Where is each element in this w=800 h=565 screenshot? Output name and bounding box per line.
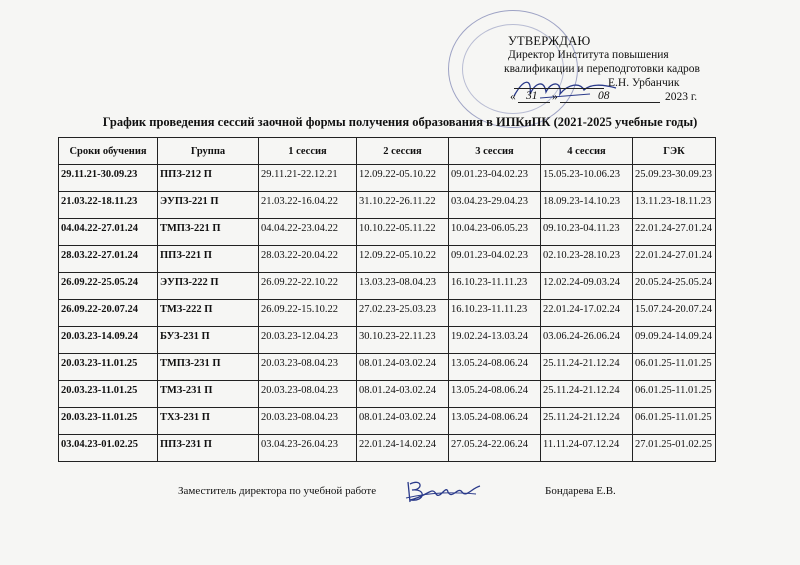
cell-session-3: 03.04.23-29.04.23 — [449, 192, 541, 219]
cell-gek: 22.01.24-27.01.24 — [633, 246, 716, 273]
cell-session-2: 08.01.24-03.02.24 — [357, 408, 449, 435]
cell-session-4: 25.11.24-21.12.24 — [541, 354, 633, 381]
cell-group: ППЗ-212 П — [158, 165, 259, 192]
table-row — [59, 165, 716, 192]
cell-study-period: 26.09.22-25.05.24 — [59, 273, 158, 300]
cell-gek: 27.01.25-01.02.25 — [633, 435, 716, 462]
cell-study-period: 20.03.23-14.09.24 — [59, 327, 158, 354]
table-row — [59, 435, 716, 462]
cell-group: ЭУПЗ-222 П — [158, 273, 259, 300]
cell-gek: 15.07.24-20.07.24 — [633, 300, 716, 327]
cell-session-1: 29.11.21-22.12.21 — [259, 165, 357, 192]
cell-group: ППЗ-221 П — [158, 246, 259, 273]
cell-session-2: 30.10.23-22.11.23 — [357, 327, 449, 354]
cell-session-2: 12.09.22-05.10.22 — [357, 165, 449, 192]
cell-session-1: 20.03.23-08.04.23 — [259, 408, 357, 435]
date-close-quote: » — [552, 91, 558, 103]
cell-study-period: 20.03.23-11.01.25 — [59, 354, 158, 381]
cell-session-2: 13.03.23-08.04.23 — [357, 273, 449, 300]
cell-session-4: 03.06.24-26.06.24 — [541, 327, 633, 354]
cell-study-period: 29.11.21-30.09.23 — [59, 165, 158, 192]
cell-session-1: 28.03.22-20.04.22 — [259, 246, 357, 273]
cell-gek: 20.05.24-25.05.24 — [633, 273, 716, 300]
cell-session-3: 09.01.23-04.02.23 — [449, 246, 541, 273]
approval-position-line2: квалификации и переподготовки кадров — [504, 63, 700, 75]
date-open-quote: « — [510, 91, 516, 103]
cell-session-3: 16.10.23-11.11.23 — [449, 273, 541, 300]
table-row — [59, 192, 716, 219]
header-session-2: 2 сессия — [357, 138, 449, 165]
cell-group: ТХЗ-231 П — [158, 408, 259, 435]
cell-gek: 25.09.23-30.09.23 — [633, 165, 716, 192]
approval-title: УТВЕРЖДАЮ — [508, 34, 591, 48]
cell-session-3: 13.05.24-08.06.24 — [449, 354, 541, 381]
cell-session-3: 10.04.23-06.05.23 — [449, 219, 541, 246]
table-row — [59, 408, 716, 435]
cell-session-1: 20.03.23-08.04.23 — [259, 381, 357, 408]
cell-gek: 09.09.24-14.09.24 — [633, 327, 716, 354]
cell-study-period: 28.03.22-27.01.24 — [59, 246, 158, 273]
cell-session-2: 12.09.22-05.10.22 — [357, 246, 449, 273]
cell-gek: 06.01.25-11.01.25 — [633, 381, 716, 408]
cell-session-4: 22.01.24-17.02.24 — [541, 300, 633, 327]
cell-session-3: 27.05.24-22.06.24 — [449, 435, 541, 462]
cell-study-period: 26.09.22-20.07.24 — [59, 300, 158, 327]
cell-gek: 13.11.23-18.11.23 — [633, 192, 716, 219]
cell-gek: 22.01.24-27.01.24 — [633, 219, 716, 246]
cell-session-4: 18.09.23-14.10.23 — [541, 192, 633, 219]
cell-group: ТМПЗ-231 П — [158, 354, 259, 381]
cell-study-period: 21.03.22-18.11.23 — [59, 192, 158, 219]
cell-session-3: 09.01.23-04.02.23 — [449, 165, 541, 192]
table-row — [59, 273, 716, 300]
cell-session-1: 26.09.22-15.10.22 — [259, 300, 357, 327]
approval-position-line1: Директор Института повышения — [508, 49, 669, 61]
cell-session-4: 12.02.24-09.03.24 — [541, 273, 633, 300]
cell-session-1: 04.04.22-23.04.22 — [259, 219, 357, 246]
header-study-period: Сроки обучения — [59, 138, 158, 165]
cell-study-period: 04.04.22-27.01.24 — [59, 219, 158, 246]
cell-session-3: 19.02.24-13.03.24 — [449, 327, 541, 354]
cell-study-period: 20.03.23-11.01.25 — [59, 381, 158, 408]
header-session-4: 4 сессия — [541, 138, 633, 165]
cell-session-4: 11.11.24-07.12.24 — [541, 435, 633, 462]
cell-session-2: 08.01.24-03.02.24 — [357, 381, 449, 408]
cell-session-2: 22.01.24-14.02.24 — [357, 435, 449, 462]
cell-session-3: 13.05.24-08.06.24 — [449, 381, 541, 408]
header-group: Группа — [158, 138, 259, 165]
cell-session-1: 20.03.23-12.04.23 — [259, 327, 357, 354]
cell-group: БУЗ-231 П — [158, 327, 259, 354]
cell-session-4: 25.11.24-21.12.24 — [541, 408, 633, 435]
cell-session-4: 15.05.23-10.06.23 — [541, 165, 633, 192]
cell-session-2: 10.10.22-05.11.22 — [357, 219, 449, 246]
approval-signatory: Е.Н. Урбанчик — [608, 77, 680, 89]
cell-session-4: 25.11.24-21.12.24 — [541, 381, 633, 408]
cell-study-period: 03.04.23-01.02.25 — [59, 435, 158, 462]
cell-session-4: 09.10.23-04.11.23 — [541, 219, 633, 246]
footer-position: Заместитель директора по учебной работе — [178, 485, 377, 497]
table-row — [59, 354, 716, 381]
table-row — [59, 246, 716, 273]
cell-session-2: 31.10.22-26.11.22 — [357, 192, 449, 219]
cell-gek: 06.01.25-11.01.25 — [633, 354, 716, 381]
date-month: 08 — [598, 90, 610, 102]
date-month-underline — [560, 102, 660, 103]
cell-session-3: 16.10.23-11.11.23 — [449, 300, 541, 327]
cell-group: ТМПЗ-221 П — [158, 219, 259, 246]
table-row — [59, 219, 716, 246]
table-row — [59, 327, 716, 354]
cell-session-4: 02.10.23-28.10.23 — [541, 246, 633, 273]
cell-session-2: 27.02.23-25.03.23 — [357, 300, 449, 327]
cell-gek: 06.01.25-11.01.25 — [633, 408, 716, 435]
deputy-signature — [402, 476, 482, 506]
cell-session-2: 08.01.24-03.02.24 — [357, 354, 449, 381]
date-day: 31 — [526, 90, 538, 102]
table-header-row — [59, 138, 716, 165]
header-gek: ГЭК — [633, 138, 716, 165]
cell-session-1: 20.03.23-08.04.23 — [259, 354, 357, 381]
date-year: 2023 г. — [665, 91, 698, 103]
page-title: График проведения сессий заочной формы получения образования в ИПКиПК (2021-2025 учебные годы) — [102, 115, 698, 129]
footer-name: Бондарева Е.В. — [545, 485, 616, 497]
cell-group: ППЗ-231 П — [158, 435, 259, 462]
cell-session-1: 26.09.22-22.10.22 — [259, 273, 357, 300]
table-row — [59, 381, 716, 408]
cell-group: ТМЗ-222 П — [158, 300, 259, 327]
session-schedule-table — [58, 137, 716, 462]
cell-session-1: 21.03.22-16.04.22 — [259, 192, 357, 219]
cell-session-3: 13.05.24-08.06.24 — [449, 408, 541, 435]
cell-group: ТМЗ-231 П — [158, 381, 259, 408]
cell-group: ЭУПЗ-221 П — [158, 192, 259, 219]
header-session-1: 1 сессия — [259, 138, 357, 165]
cell-session-1: 03.04.23-26.04.23 — [259, 435, 357, 462]
table-row — [59, 300, 716, 327]
cell-study-period: 20.03.23-11.01.25 — [59, 408, 158, 435]
header-session-3: 3 сессия — [449, 138, 541, 165]
